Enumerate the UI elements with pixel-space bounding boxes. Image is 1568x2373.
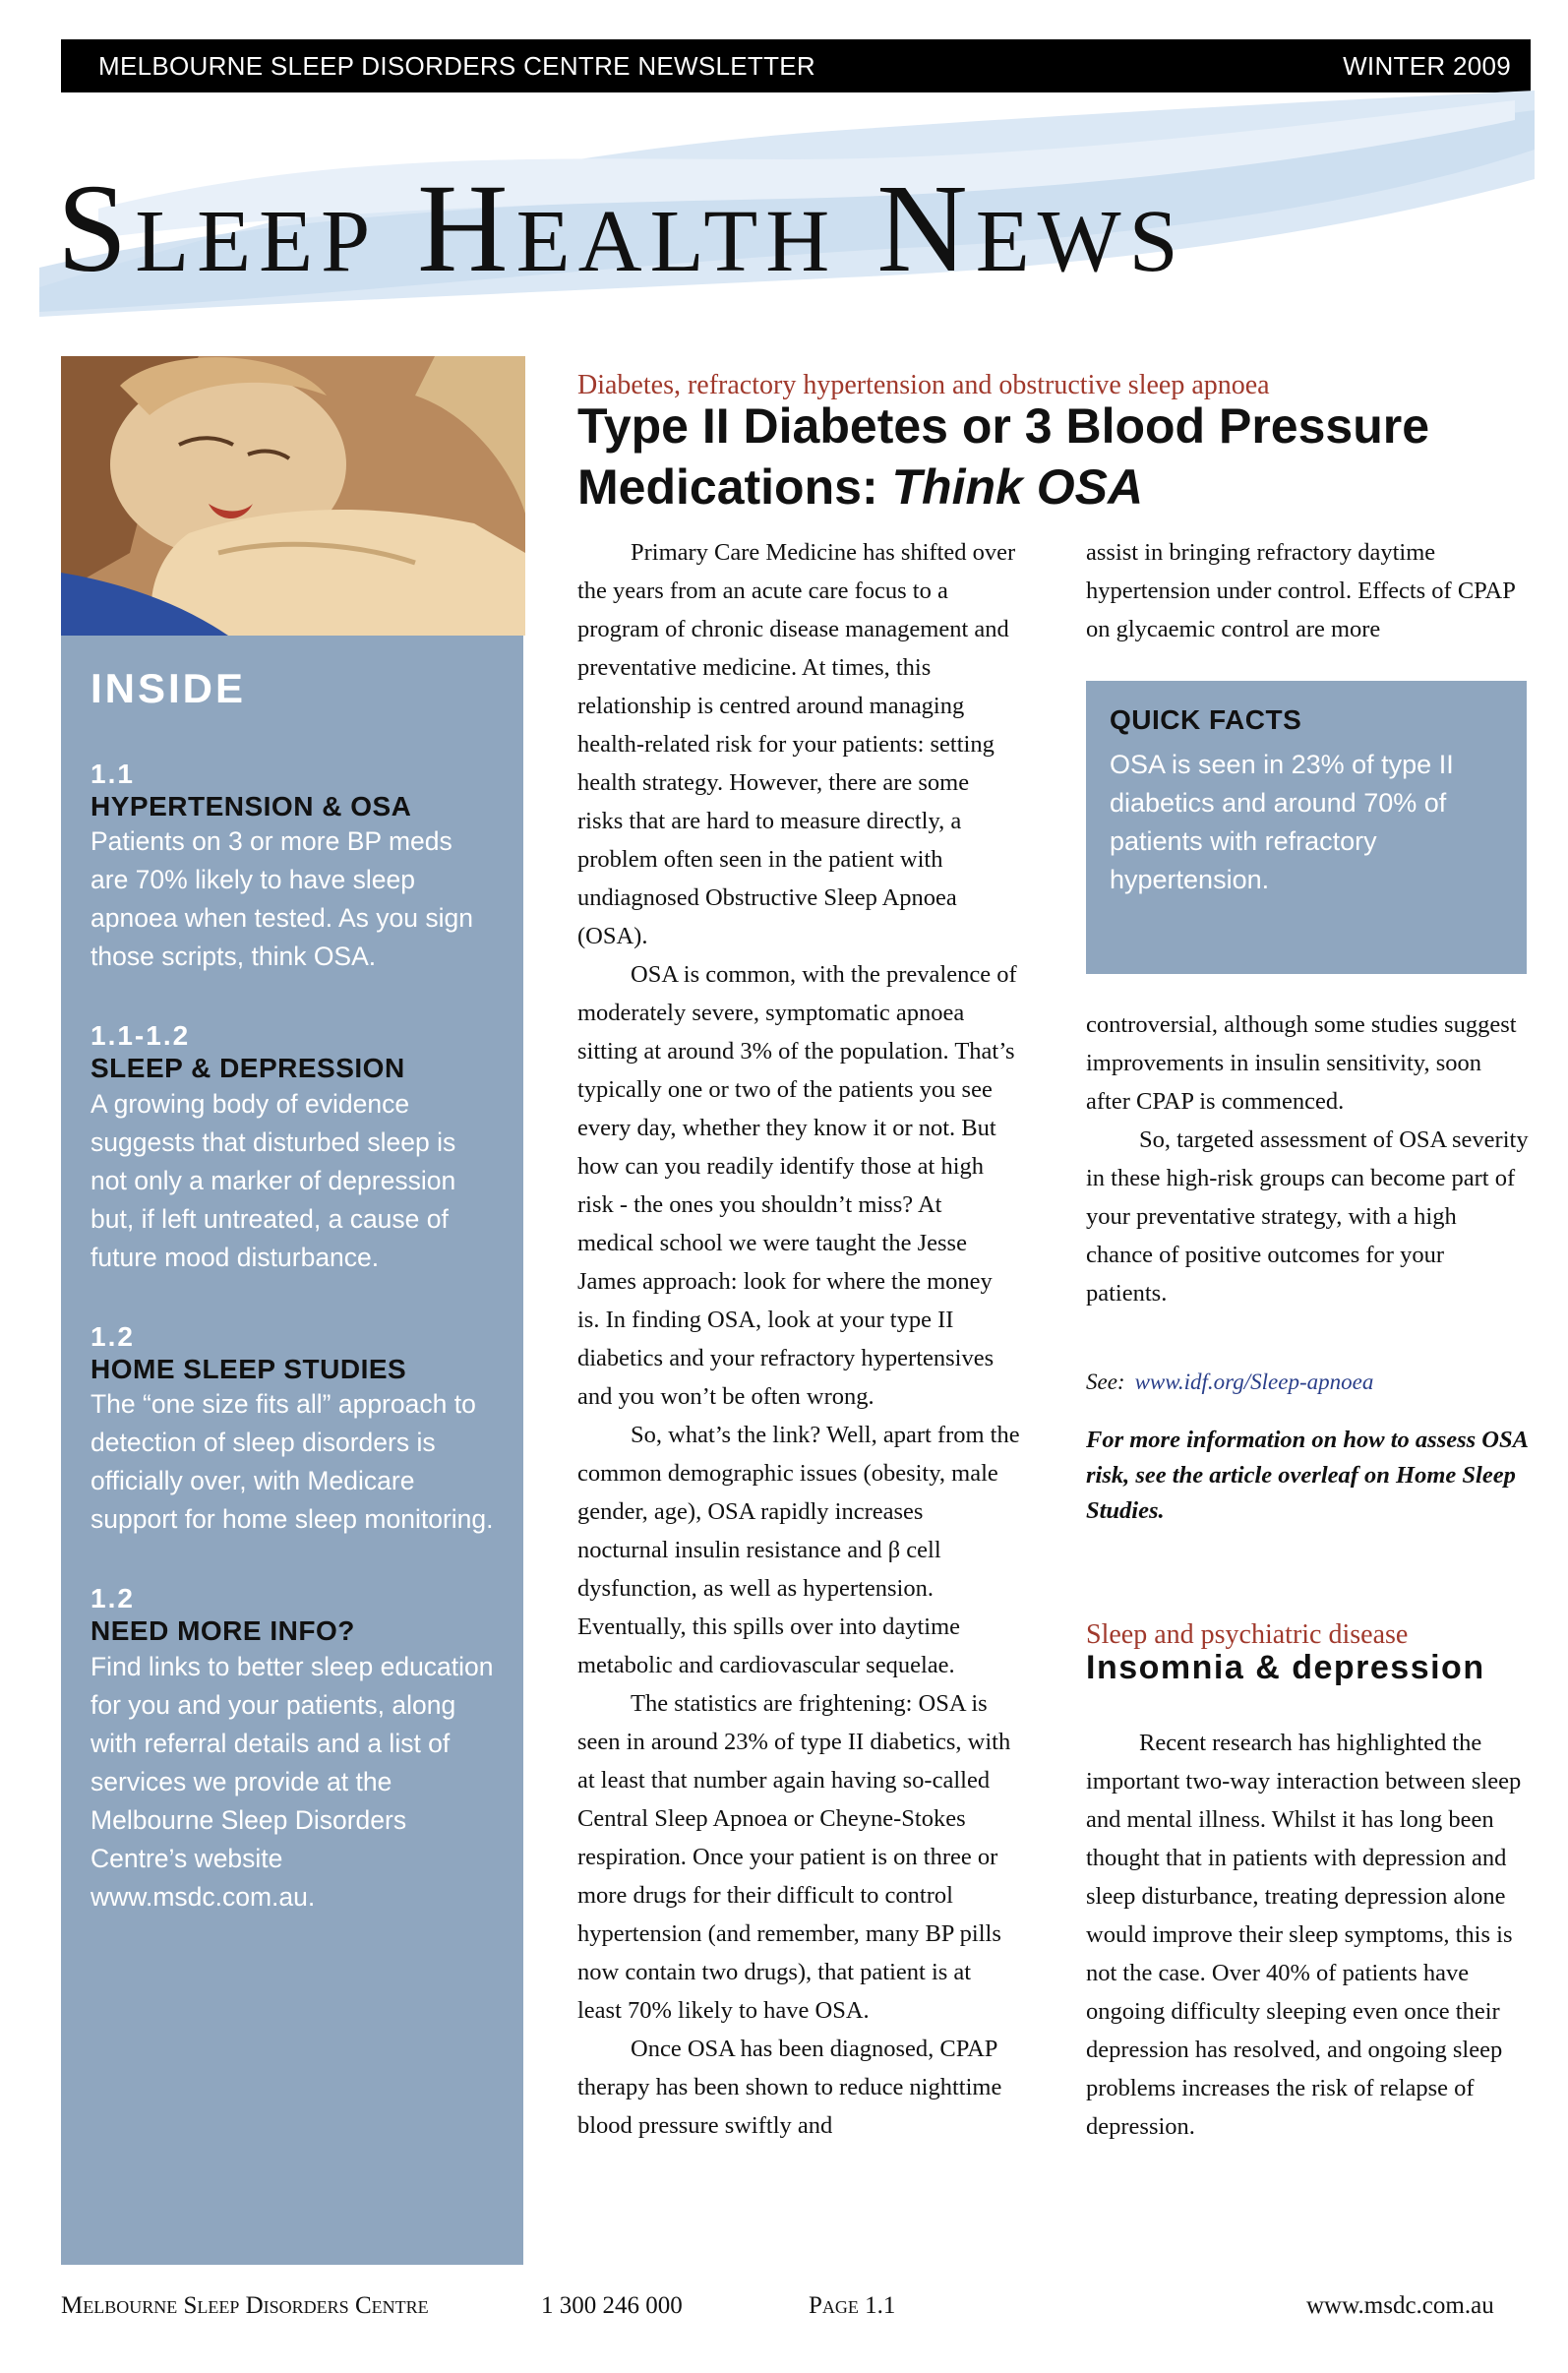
masthead-title: Sleep Health News	[57, 158, 1186, 298]
quick-facts-box	[1086, 681, 1527, 974]
article-paragraph: Recent research has highlighted the important two-way interaction between sleep and mental illness. Whilst it has long been thought that in patients with depression and sleep disturbance, treating depression alone would improve their sleep symptoms, this is not the case. Over 40% of patients have ongoing difficulty sleeping even once their depression has resolved, and ongoing sleep problems increases the risk of relapse of depression.	[1086, 1730, 1522, 2140]
sidebar-item-number: 1.1	[90, 759, 135, 789]
footer-phone: 1 300 246 000	[541, 2292, 683, 2319]
more-info-note: For more information on how to assess OSA risk, see the article overleaf on Home Sleep Studies.	[1086, 1427, 1528, 1524]
sleeping-woman-illustration	[61, 356, 525, 636]
article2-headline: Insomnia & depression	[1086, 1649, 1485, 1686]
quick-facts-title: QUICK FACTS	[1110, 704, 1302, 735]
sidebar-item-body: Patients on 3 or more BP meds are 70% likely to have sleep apnoea when tested. As you sign those scripts, think OSA.	[90, 826, 473, 972]
article-paragraph: The statistics are frightening: OSA is seen in around 23% of type II diabetics, with at least that number again having so-called Central Sleep Apnoea or Cheyne-Stokes respiration. Once your patient is on three or more drugs for their difficult to control hypertension (and remember, many BP pills now contain two drugs), that patient is at least 70% likely to have OSA.	[577, 1690, 1011, 2024]
article2-column	[1086, 1724, 1529, 2146]
article-kicker: Diabetes, refractory hypertension and obstructive sleep apnoea	[577, 370, 1270, 400]
article-paragraph: Primary Care Medicine has shifted over the years from an acute care focus to a program of chronic disease management and preventative medicine. At times, this relationship is centred around managing health-related risk for your patients: setting health strategy. However, there are some risks that are hard to measure directly, a problem often seen in the patient with undiagnosed Obstructive Sleep Apnoea (OSA).	[577, 539, 1016, 949]
article-paragraph: So, targeted assessment of OSA severity in these high-risk groups can become part of your preventative strategy, with a high chance of positive outcomes for your patients.	[1086, 1126, 1529, 1307]
sidebar-item-title: NEED MORE INFO?	[90, 1614, 355, 1646]
newsletter-bar	[61, 39, 1531, 92]
sidebar-item-number: 1.1-1.2	[90, 1020, 191, 1052]
sidebar-item-body: Find links to better sleep education for you and your patients, along with referral details and a list of services we provide at the Melbourne Sleep Disorders Centre’s website www.msdc.com.au.	[90, 1651, 494, 1912]
article-column-2-top	[1086, 533, 1529, 648]
sidebar-item-number: 1.2	[90, 1320, 135, 1352]
footer-website-link[interactable]: www.msdc.com.au	[1306, 2292, 1494, 2319]
issue-date: WINTER 2009	[1343, 50, 1511, 81]
sidebar-item-hypertension	[90, 760, 496, 976]
sidebar-item-body: A growing body of evidence suggests that disturbed sleep is not only a marker of depression but, if left untreated, a cause of future mood disturbance.	[90, 1088, 456, 1272]
article-paragraph: controversial, although some studies suggest improvements in insulin sensitivity, soon after CPAP is commenced.	[1086, 1011, 1517, 1115]
sidebar-item-title: SLEEP & DEPRESSION	[90, 1053, 405, 1084]
article2-kicker: Sleep and psychiatric disease	[1086, 1619, 1409, 1650]
article-column-1	[577, 533, 1020, 2145]
inside-sidebar	[61, 636, 523, 2265]
article-headline	[577, 396, 1522, 517]
sidebar-item-home-sleep-studies	[90, 1322, 496, 1539]
sidebar-item-body: The “one size fits all” approach to detection of sleep disorders is officially over, with Medicare support for home sleep monitoring.	[90, 1389, 494, 1535]
quick-facts-body: OSA is seen in 23% of type II diabetics and around 70% of patients with refractory hypertension.	[1110, 750, 1454, 894]
inside-heading: INSIDE	[90, 665, 247, 711]
sidebar-item-title: HOME SLEEP STUDIES	[90, 1353, 407, 1384]
sidebar-item-title: HYPERTENSION & OSA	[90, 790, 412, 821]
sidebar-item-sleep-depression	[90, 1021, 496, 1276]
headline-emphasis: Think OSA	[891, 459, 1144, 515]
headline-main: Type II Diabetes or 3 Blood Pressure Medications:	[577, 398, 1430, 515]
article-column-2-bottom	[1086, 1005, 1529, 1312]
sidebar-item-more-info	[90, 1584, 496, 1916]
footer-page-number: Page 1.1	[809, 2292, 896, 2319]
see-reference	[1086, 1369, 1373, 1395]
article-paragraph: assist in bringing refractory daytime hypertension under control. Effects of CPAP on glycaemic control are more	[1086, 539, 1515, 642]
article-paragraph: So, what’s the link? Well, apart from the common demographic issues (obesity, male gender, age), OSA rapidly increases nocturnal insulin resistance and β cell dysfunction, as well as hypertension. Eventually, this spills over into daytime metabolic and cardiovascular sequelae.	[577, 1422, 1020, 1678]
sidebar-item-number: 1.2	[90, 1583, 135, 1614]
newsletter-name: MELBOURNE SLEEP DISORDERS CENTRE NEWSLETTER	[98, 50, 816, 81]
see-label: See:	[1086, 1369, 1125, 1394]
article-paragraph: Once OSA has been diagnosed, CPAP therapy has been shown to reduce nighttime blood pressure swiftly and	[577, 2036, 1002, 2139]
footer-org-name: Melbourne Sleep Disorders Centre	[61, 2292, 429, 2319]
reference-link[interactable]: www.idf.org/Sleep-apnoea	[1134, 1369, 1374, 1394]
article-paragraph: OSA is common, with the prevalence of moderately severe, symptomatic apnoea sitting at around 3% of the population. That’s typically one or two of the patients you see every day, whether they know it or not. But how can you readily identify those at high risk - the ones you shouldn’t miss? At medical school we were taught the Jesse James approach: look for where the money is. In finding OSA, look at your type II diabetics and your refractory hypertensives and you won’t be often wrong.	[577, 961, 1017, 1410]
